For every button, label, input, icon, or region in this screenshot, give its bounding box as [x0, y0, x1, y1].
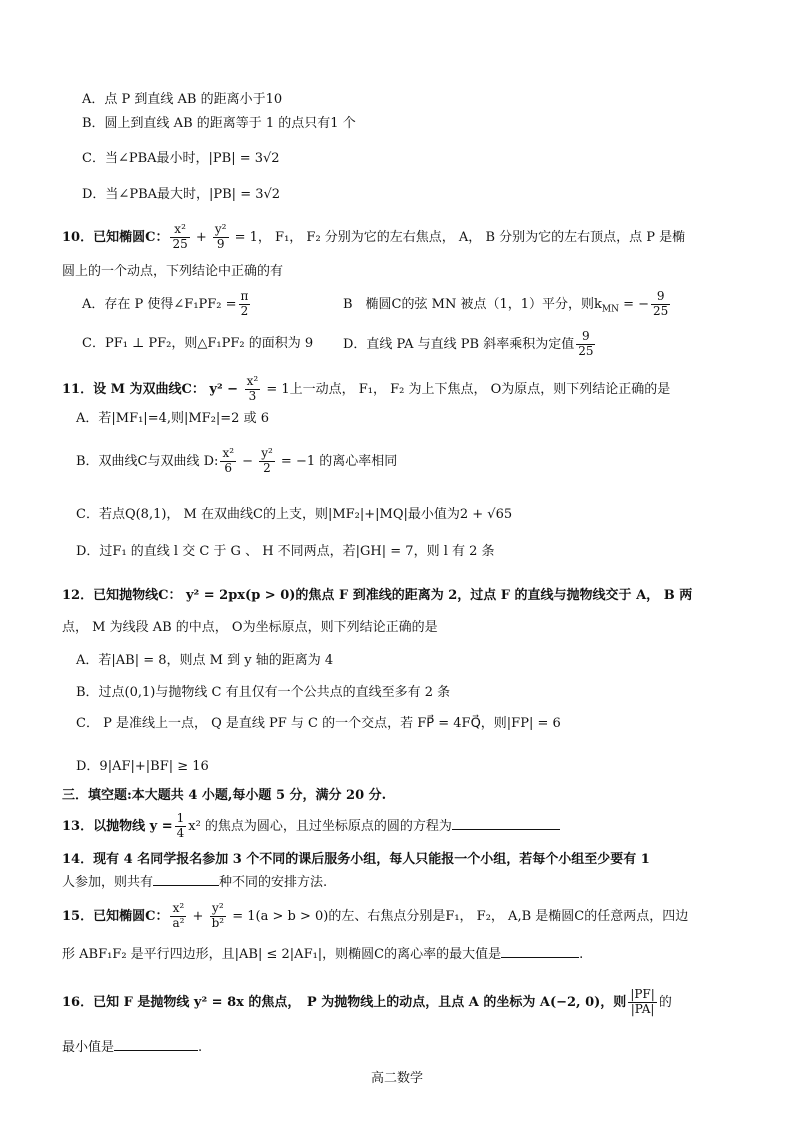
- q12-option-d: D．9|AF|+|BF| ≥ 16: [76, 759, 209, 774]
- q9-option-c: C．当∠PBA最小时，|PB| = 3√2: [82, 151, 280, 166]
- q10-stem-line2: 圆上的一个动点，下列结论中正确的有: [62, 264, 284, 279]
- q11-option-c: C．若点Q(8,1)， M 在双曲线C的上支，则|MF₂|+|MQ|最小值为2 + √65: [76, 507, 513, 522]
- q10-option-b: B 椭圆C的弦 MN 被点（1，1）平分，则$k_{MN}$ = − $\frac{9}{25}$: [343, 289, 669, 318]
- q12-stem-line2: 点， M 为线段 AB 的中点， O为坐标原点，则下列结论正确的是: [62, 620, 438, 635]
- q10-option-c: C．PF₁ ⊥ PF₂，则△F₁PF₂ 的面积为 9: [82, 336, 314, 351]
- q11-option-d: D．过F₁ 的直线 l 交 C 于 G 、 H 不同两点，若|GH| = 7，则 l 有 2 条: [76, 544, 495, 559]
- q10-frac-x: $\frac{\text{x²}}{25}$: [172, 222, 188, 251]
- q9-option-d: D．当∠PBA最大时，|PB| = 3√2: [82, 187, 281, 202]
- q16-stem: 16．已知 F 是抛物线 y² = 8x 的焦点， P 为抛物线上的动点，且点 A 的坐标为 A(−2, 0)，则 $\frac{|PF|}{|PA|}$ 的: [62, 987, 672, 1016]
- q15-stem: 15．已知椭圆C： $\frac{\text{x²}}{\text{a²}}$ + $\frac{\text{y²}}{\text{b²}}$ = 1(a > b > 0)的左、右焦点分别是F₁， F₂， A,B 是椭圆C的任意两点，四边: [62, 901, 689, 930]
- q12-option-b: B．过点(0,1)与抛物线 C 有且仅有一个公共点的直线至多有 2 条: [76, 685, 451, 700]
- q16-answer-blank[interactable]: [114, 1050, 198, 1051]
- q12-option-c: C． P 是准线上一点， Q 是直线 PF 与 C 的一个交点，若 FP⃗ = 4FQ⃗，则|FP| = 6: [76, 716, 561, 731]
- q15-stem-line2: 形 ABF₁F₂ 是平行四边形，且|AB| ≤ 2|AF₁|，则椭圆C的离心率的最大值是 .: [62, 947, 584, 962]
- q9-option-a: A．点 P 到直线 AB 的距离小于10: [82, 92, 283, 107]
- q10-option-a: A．存在 P 使得∠F₁PF₂ = $\frac{\pi}{2}$: [82, 289, 249, 318]
- q14-stem-line2: 人参加，则共有 种不同的安排方法.: [62, 875, 328, 890]
- q11-stem: 11．设 M 为双曲线C： y² − $\frac{\text{x²}}{3}$ = 1上一动点， F₁， F₂ 为上下焦点， O为原点，则下列结论正确的是: [62, 374, 671, 403]
- q11-option-a: A．若|MF₁|=4,则|MF₂|=2 或 6: [76, 411, 269, 426]
- q15-answer-blank[interactable]: [501, 957, 579, 958]
- section-title: 三．填空题:本大题共 4 小题,每小题 5 分，满分 20 分.: [62, 788, 387, 803]
- q10-stem: 10．已知椭圆C： $\frac{\text{x²}}{25}$ + $\frac{\text{y²}}{9}$ = 1， F₁， F₂ 分别为它的左右焦点， A， B 分别为它的左右顶点，点 P 是椭: [62, 222, 686, 251]
- q13: 13．以抛物线 y = $\frac{1}{4}$ x² 的焦点为圆心，且过坐标原点的圆的方程为: [62, 812, 560, 841]
- q11-option-b: B．双曲线C与双曲线 D: $\frac{\text{x²}}{6}$ − $\frac{\text{y²}}{2}$ = −1 的离心率相同: [76, 446, 398, 475]
- q9-option-b: B．圆上到直线 AB 的距离等于 1 的点只有1 个: [82, 116, 356, 131]
- q14-answer-blank[interactable]: [153, 885, 219, 886]
- q10-option-d: D．直线 PA 与直线 PB 斜率乘积为定值 $\frac{9}{25}$: [343, 329, 594, 358]
- q16-stem-line2: 最小值是 .: [62, 1040, 203, 1055]
- page-footer: 高二数学: [370, 1071, 423, 1086]
- q10-frac-y: $\frac{\text{y²}}{9}$: [214, 222, 227, 251]
- q14-stem: 14．现有 4 名同学报名参加 3 个不同的课后服务小组，每人只能报一个小组，若每个小组至少要有 1: [62, 852, 650, 867]
- q12-stem: 12．已知抛物线C： y² = 2px(p > 0)的焦点 F 到准线的距离为 2，过点 F 的直线与抛物线交于 A， B 两: [62, 588, 693, 603]
- q13-answer-blank[interactable]: [452, 829, 560, 830]
- q12-option-a: A．若|AB| = 8，则点 M 到 y 轴的距离为 4: [76, 653, 334, 668]
